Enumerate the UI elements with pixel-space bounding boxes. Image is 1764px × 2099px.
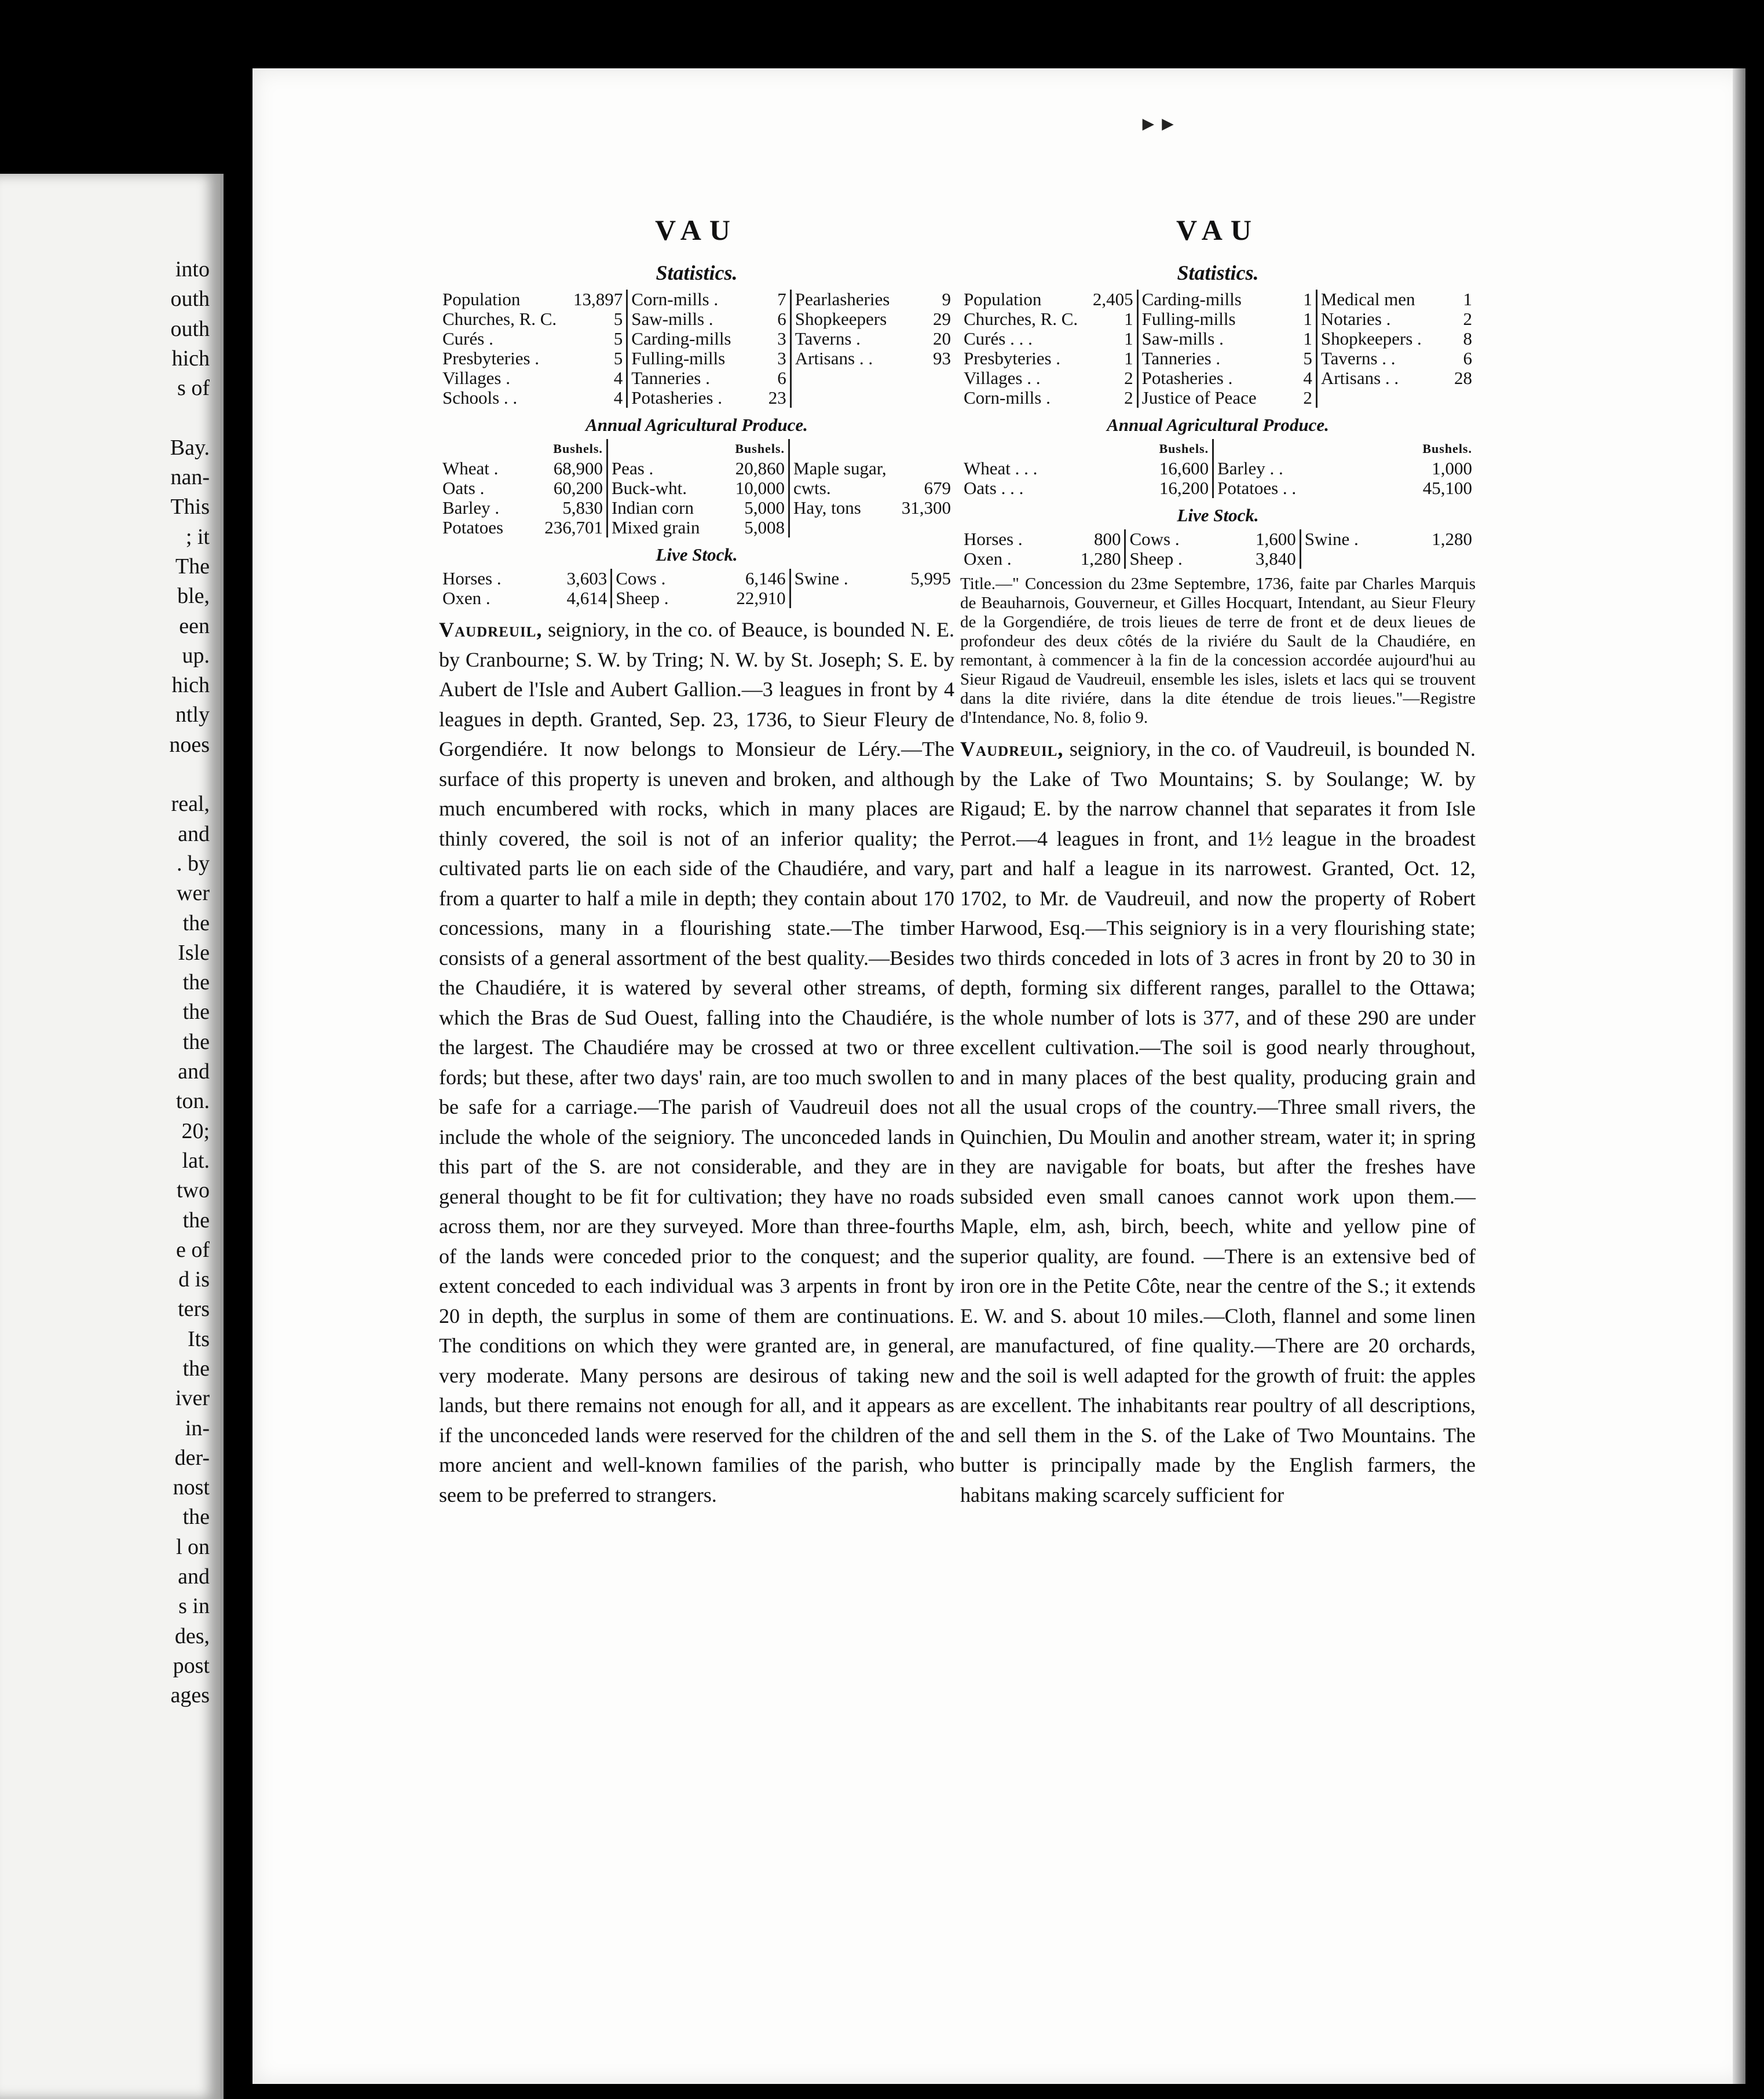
stat-row [442,290,623,309]
livestock-title: Live Stock. [656,544,738,565]
entry-heading: Vaudreuil, [960,737,1064,760]
table-column [439,439,607,537]
stat-row [442,478,603,498]
stat-row [631,290,786,309]
table-column [612,569,790,608]
facing-page-line: nost [173,1475,210,1500]
stat-row [793,459,951,478]
stat-label: Indian corn [611,498,694,518]
facing-page-line: een [179,613,210,638]
table-column [1125,529,1300,569]
entry-text: seigniory, in the co. of Vaudreuil, is bounded N. by the Lake of Two Mountains; S. by Soulange; W. by Rigaud; E. by the narrow channel that separates it from Isle Perrot.—4 leagues in front, and 1½ league in the broadest part and half a league in its narrowest. Granted, Oct. 12, 1702, to Mr. de Vaudreuil, and now the property of Robert Harwood, Esq.—This seigniory is in a very flourishing state; two thirds conceded in lots of 3 acres in front by 20 to 30 in depth, forming six different ranges, parallel to the Ottawa; the whole number of lots is 377, and of these 290 are under excellent cultivation.—The soil is good nearly throughout, and in many places of the best quality, producing grain and all the usual crops of the country.—Three small rivers, the Quinchien, Du Moulin and another stream, water it; in spring they are navigable for boats, but after the freshes have subsided even small canoes cannot work upon them.—Maple, elm, ash, birch, beech, white and yellow pine of superior quality, are found. —There is an extensive bed of iron ore in the Petite Côte, near the centre of the S.; it extends E. W. and S. about 10 miles.—Cloth, flannel and some linen are manufactured, of fine quality.—There are 20 orchards, and the soil is well adapted for the growth of fruit: the apples are excellent. The inhabitants rear poultry of all descriptions, and sell them in the S. of the Lake of Two Mountains. The butter is principally made by the English farmers, the habitans making scarcely sufficient for [960,737,1476,1506]
stat-row [442,309,623,329]
bushels-label: Bushels. [1422,441,1472,456]
stat-row [1305,529,1472,549]
facing-page-line: ters [178,1297,210,1322]
stat-value: 29 [933,309,951,329]
running-head-left: VAU [655,214,738,246]
stat-row [795,569,951,588]
stat-row [631,368,786,388]
stat-value: 2 [1303,387,1312,408]
stat-row [1142,290,1312,309]
facing-page-line: Bay. [170,435,210,460]
stat-row [964,290,1133,309]
stat-value: 31,300 [901,498,951,518]
stat-value: 1 [1303,328,1312,349]
stat-row [1142,349,1312,368]
stat-label: Carding-mills [631,328,731,349]
stat-label: Wheat . [442,458,499,478]
facing-page-line: 20; [181,1118,210,1143]
stat-row [1142,368,1312,388]
stat-row [964,529,1121,549]
stat-label: cwts. [793,478,831,498]
facing-page-line [0,403,210,433]
stat-value: 5,000 [744,498,785,518]
facing-page-line: two [177,1178,210,1203]
stat-value: 3,603 [566,568,607,588]
stat-value: 8 [1463,328,1472,349]
stat-row [964,388,1133,408]
stat-value: 4 [1303,368,1312,388]
stat-row [1129,529,1295,549]
table-column [1316,290,1476,408]
table-column [960,529,1125,569]
stat-value: 22,910 [736,588,786,608]
stat-value: 68,900 [553,458,603,478]
table-column [1137,290,1316,408]
stat-value: 1 [1124,328,1133,349]
facing-page-line: s of [177,376,210,401]
facing-page-line: real, [171,792,210,817]
stat-row [616,588,785,608]
stat-label: Villages . . [964,368,1041,388]
table-column [789,439,955,537]
stat-value: 7 [777,289,786,309]
stat-row [795,329,951,349]
stat-row [1321,349,1472,368]
stat-value: 4 [613,368,623,388]
stat-value: 20,860 [735,458,785,478]
stat-value: 45,100 [1422,478,1472,498]
facing-page-line: The [175,554,210,579]
stat-label: Cows . [1129,529,1180,549]
facing-page-line: the [182,1208,210,1233]
stat-value: 60,200 [553,478,603,498]
stat-label: Fulling-mills [1141,309,1236,329]
table-column [790,569,954,608]
stat-value: 1 [1124,309,1133,329]
facing-page-text-fragments [0,255,220,1711]
stat-label: Buck-wht. [611,478,687,498]
stat-value: 16,200 [1159,478,1209,498]
facing-page-line: the [182,970,210,995]
stat-value: 2,405 [1092,289,1133,309]
stat-value: 5 [613,348,623,368]
stat-value: 4 [613,387,623,408]
stat-label: Swine . [794,568,848,588]
stat-label: Oats . . . [964,478,1024,498]
facing-page-line: l on [175,1534,210,1559]
facing-page-line: wer [177,881,210,906]
facing-page-line: ton. [175,1089,210,1114]
facing-page-line: the [182,1029,210,1054]
bushels-label: Bushels. [553,441,603,456]
stat-label: Barley . . [1217,458,1283,478]
stat-row [1217,478,1472,498]
stat-label: Justice of Peace [1141,387,1257,408]
stat-label: Saw-mills . [631,309,713,329]
stat-label: Horses . [442,568,502,588]
facing-page-line: up. [182,643,210,668]
stat-label: Cows . [616,568,666,588]
stat-row [964,478,1209,498]
stat-label: Pearlasheries [795,289,890,309]
facing-page-line: the [182,1505,210,1530]
stat-row [795,290,951,309]
facing-page-line: s in [178,1594,210,1619]
facing-page-line: . by [177,851,210,876]
stat-label: Presbyteries . [442,348,540,368]
stat-label: Artisans . . [1320,368,1399,388]
stat-label: Shopkeepers [795,309,887,329]
facing-page-line: Isle [178,940,210,965]
stat-row [1321,329,1472,349]
table-column [960,439,1213,498]
stat-label: Maple sugar, [793,458,887,478]
stat-row [1142,388,1312,408]
stat-row [442,569,607,588]
stat-value: 20 [933,328,951,349]
table-column [790,290,954,408]
stat-row [964,349,1133,368]
stat-row [631,329,786,349]
stat-row [442,498,603,518]
produce-table [960,439,1476,498]
stat-row [442,349,623,368]
stat-value: 1 [1303,309,1312,329]
stat-value: 2 [1124,387,1133,408]
stat-value: 1 [1303,289,1312,309]
stat-row [631,309,786,329]
stat-value: 5 [613,309,623,329]
stat-row [795,309,951,329]
table-column [960,290,1137,408]
facing-page-line: ntly [175,703,210,727]
stat-label: Sheep . [1129,548,1183,569]
stat-label: Corn-mills . [631,289,719,309]
stat-value: 3 [777,348,786,368]
facing-page-line: iver [175,1386,210,1411]
facing-page-line: This [170,495,210,520]
facing-page-line [0,760,210,789]
stat-row [1129,549,1295,569]
stat-value: 23 [768,387,786,408]
facing-page-line: and [178,1059,210,1084]
stat-label: Potatoes [442,517,504,537]
stat-label: Population [964,289,1042,309]
stat-row [612,459,785,478]
stat-label: Population [442,289,521,309]
stat-value: 1 [1463,289,1472,309]
stat-label: Medical men [1320,289,1415,309]
stat-value: 5,830 [562,498,603,518]
stat-value: 800 [1093,529,1121,549]
stat-label: Curés . [442,328,493,349]
stat-row [442,459,603,478]
stat-label: Curés . . . [964,328,1033,349]
facing-page-line: des, [174,1623,210,1648]
stat-value: 2 [1124,368,1133,388]
statistics-table [960,290,1476,408]
stat-value: 6,146 [745,568,786,588]
stat-row [1321,290,1472,309]
stat-value: 9 [942,289,951,309]
facing-page-line: Its [188,1326,210,1351]
produce-table [439,439,954,537]
livestock-title: Live Stock. [1177,505,1259,525]
livestock-table [439,569,954,608]
table-column [607,439,789,537]
stat-value: 1,280 [1432,529,1472,549]
facing-page-line: in- [185,1416,210,1440]
stat-row [1142,309,1312,329]
stat-label: Taverns . [795,328,861,349]
stat-label: Churches, R. C. [442,309,557,329]
facing-page-line: outh [170,287,210,312]
stat-value: 679 [924,478,951,498]
facing-page-line: ; it [185,524,210,549]
stat-value: 6 [777,368,786,388]
stat-label: Oxen . [964,548,1012,569]
stat-value: 236,701 [544,517,603,537]
stat-label: Horses . [964,529,1023,549]
stat-label: Carding-mills [1141,289,1242,309]
stat-row [442,388,623,408]
statistics-title: Statistics. [656,261,738,284]
stat-label: Artisans . . [795,348,873,368]
facing-page-line: into [175,257,210,281]
stat-label: Taverns . . [1320,348,1396,368]
produce-title: Annual Agricultural Produce. [1107,415,1329,435]
entry-heading: Vaudreuil, [439,618,543,641]
stat-label: Notaries . [1320,309,1391,329]
stat-value: 1,280 [1080,548,1121,569]
stat-label: Potasheries . [631,387,722,408]
stat-value: 1,600 [1256,529,1296,549]
stat-value: 1 [1124,348,1133,368]
stat-value: 13,897 [573,289,623,309]
facing-page-line: e of [175,1237,210,1262]
stat-label: Villages . [442,368,510,388]
statistics-table [439,290,954,408]
stat-row [1142,329,1312,349]
facing-page-edge [0,174,224,2099]
facing-page-line: noes [169,732,210,757]
stat-value: 5 [1303,348,1312,368]
stat-value: 4,614 [566,588,607,608]
stat-value: 10,000 [735,478,785,498]
stat-row [964,329,1133,349]
bushels-label [793,439,951,459]
stat-row [612,498,785,518]
facing-page-line: der- [174,1445,210,1470]
stat-value: 3,840 [1256,548,1296,569]
produce-title: Annual Agricultural Produce. [585,415,808,435]
running-head-right: VAU [1176,214,1260,246]
stat-label: Mixed grain [611,517,700,537]
left-column [439,213,954,1510]
stat-row [793,478,951,498]
facing-page-line: nan- [170,465,210,490]
stat-row [795,349,951,368]
stat-row [442,588,607,608]
stat-label: Oats . [442,478,485,498]
stat-label: Saw-mills . [1141,328,1224,349]
stat-label: Oxen . [442,588,491,608]
stat-label: Potasheries . [1141,368,1233,388]
facing-page-line: the [182,1356,210,1381]
stat-row [616,569,785,588]
facing-page-line: hich [171,346,210,371]
bushels-label: Bushels. [735,441,785,456]
stat-row [964,549,1121,569]
stat-value: 6 [777,309,786,329]
stat-label: Barley . [442,498,500,518]
stat-row [631,388,786,408]
stat-row [964,368,1133,388]
facing-page-line: the [182,1000,210,1025]
facing-page-line: the [182,910,210,935]
stat-label: Sheep . [616,588,669,608]
stat-row [631,349,786,368]
facing-page-line: d is [178,1267,210,1292]
livestock-table [960,529,1476,569]
table-column [1213,439,1476,498]
stat-row [442,518,603,537]
stat-label: Swine . [1304,529,1359,549]
bushels-label: Bushels. [1159,441,1209,456]
facing-page-line: hich [171,673,210,698]
stat-row [964,459,1209,478]
stat-value: 28 [1454,368,1472,388]
book-page [252,68,1745,2084]
stat-value: 5 [613,328,623,349]
stat-value: 5,008 [744,517,785,537]
stat-value: 2 [1463,309,1472,329]
stat-label: Schools . . [442,387,518,408]
stat-value: 1,000 [1432,458,1472,478]
statistics-title: Statistics. [1177,261,1259,284]
entry-text: seigniory, in the co. of Beauce, is bounded N. E. by Cranbourne; S. W. by Tring; N. W. by St. Joseph; S. E. by Aubert de l'Isle and Aubert Gallion.—3 leagues in front by 4 leagues in depth. Granted, Sep. 23, 1736, to Sieur Fleury de Gorgendiére. It now belongs to Monsieur de Léry.—The surface of this property is uneven and broken, and although much encumbered with rocks, which in many places are thinly covered, the soil is not of an inferior quality; the cultivated parts lie on each side of the Chaudiére, and vary, from a quarter to half a mile in depth; they contain about 170 concessions, many in a flourishing state.—The timber consists of a general assortment of the best quality.—Besides the Chaudiére, it is watered by several other streams, of which the Bras de Sud Ouest, falling into the Chaudiére, is the largest. The Chaudiére may be crossed at two or three fords; but these, after two days' rain, are too much swollen to be safe for a carriage.—The parish of Vaudreuil does not include the whole of the seigniory. The unconceded lands in this part of the S. are not considerable, and they are in general thought to be fit for cultivation; they have no roads across them, nor are they surveyed. More than three-fourths of the lands were conceded prior to the conquest; and the extent conceded to each individual was 3 arpents in front by 20 in depth, the surplus in some of them are continuations. The conditions on which they were granted are, in general, very moderate. Many persons are desirous of taking new lands, but there remains not enough for all, and it appears as if the unconceded lands were reserved for the children of the more ancient and well-known families of the parish, who seem to be preferred to strangers. [439,618,955,1506]
facing-page-line: ble, [177,584,210,609]
table-column [627,290,790,408]
stat-label: Churches, R. C. [964,309,1078,329]
stat-value: 5,995 [910,568,951,588]
stat-label: Wheat . . . [964,458,1038,478]
right-column [960,213,1476,1510]
page-edge-shadow [1733,68,1745,2084]
table-column [1300,529,1476,569]
stat-label: Tanneries . [631,368,710,388]
stat-row [1321,368,1472,388]
title-note: Title.—" Concession du 23me Septembre, 1736, faite par Charles Marquis de Beauharnois, Gouverneur, et Gilles Hocquart, Intendant, au Sieur Fleury de la Gorgendiére, de trois lieues de terre de front et de deux lieues de profondeur des deux côtés de la riviére du Sault de la Chaudiére, en remontant, à commencer à la fin de la concession accordée aujourd'hui au Sieur Rigaud de Vaudreuil, ensemble les isles, islets et lacs qui se trouvent dans la dite riviére, dans la dite étendue de trois lieues."—Registre d'Intendance, No. 8, folio 9. [960,575,1476,727]
stat-row [612,518,785,537]
stat-label: Presbyteries . [964,348,1061,368]
stat-label: Peas . [611,458,654,478]
stat-row [1217,459,1472,478]
stat-value: 3 [777,328,786,349]
table-column [439,290,627,408]
entry-paragraph [439,615,954,1510]
facing-page-line: ages [170,1683,210,1708]
facing-page-line: outh [170,316,210,341]
stat-row [442,329,623,349]
stat-value: 93 [933,348,951,368]
table-column [439,569,612,608]
stat-value: 16,600 [1159,458,1209,478]
facing-page-line: post [173,1653,210,1678]
stat-row [1321,309,1472,329]
stat-label: Corn-mills . [964,387,1051,408]
stat-label: Tanneries . [1141,348,1221,368]
stat-row [442,368,623,388]
stat-row [964,309,1133,329]
facing-page-line: and [178,821,210,846]
facing-page-line: and [178,1564,210,1589]
stat-row [793,498,951,518]
stat-label: Potatoes . . [1217,478,1297,498]
stat-label: Shopkeepers . [1320,328,1422,349]
page-mark: ►► [1139,114,1178,135]
entry-paragraph [960,734,1476,1510]
stat-label: Fulling-mills [631,348,726,368]
facing-page-line: lat. [182,1148,210,1173]
stat-value: 6 [1463,348,1472,368]
stat-row [612,478,785,498]
stat-label: Hay, tons [793,498,861,518]
